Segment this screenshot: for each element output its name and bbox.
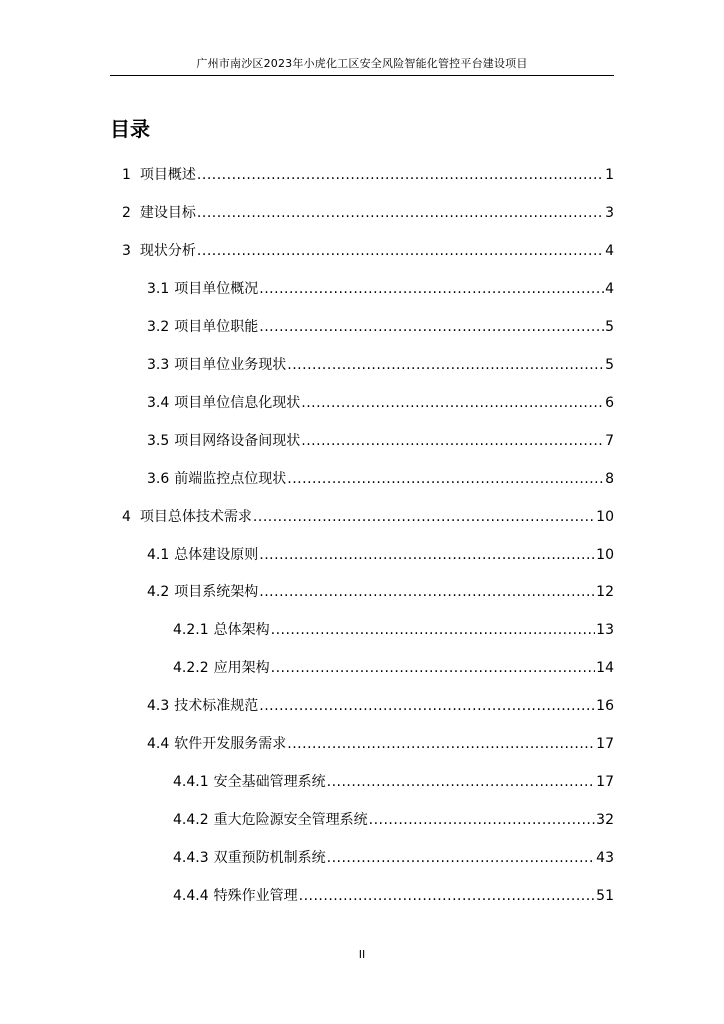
toc-entry-number: 3.1 — [147, 281, 170, 297]
toc-title: 目录 — [110, 117, 150, 141]
toc-entry-title: 项目系统架构 — [174, 584, 259, 600]
toc-entry-page: 3 — [605, 205, 614, 221]
toc-entry-number: 3.2 — [147, 319, 170, 335]
toc-entry[interactable] — [173, 659, 614, 677]
toc-entry-page: 32 — [596, 812, 614, 828]
toc-entry-number: 4.4.4 — [173, 888, 209, 904]
toc-entry-page: 10 — [596, 509, 614, 525]
toc-dot-leader — [287, 356, 604, 374]
toc-entry-title: 项目单位职能 — [174, 319, 259, 335]
toc-entry[interactable] — [147, 546, 614, 564]
toc-entry[interactable] — [122, 166, 614, 184]
toc-entry-page: 7 — [605, 433, 614, 449]
running-header: 广州市南沙区2023年小虎化工区安全风险智能化管控平台建设项目 — [196, 57, 528, 70]
toc-dot-leader — [253, 508, 595, 526]
toc-entry[interactable] — [147, 470, 614, 488]
toc-entry-page: 43 — [596, 850, 614, 866]
toc-entry-page: 4 — [605, 243, 614, 259]
toc-dot-leader — [327, 773, 596, 791]
toc-dot-leader — [287, 470, 604, 488]
toc-entry-title: 总体架构 — [213, 622, 270, 638]
toc-dot-leader — [369, 811, 596, 829]
toc-entry[interactable] — [122, 508, 614, 526]
toc-entry-title: 重大危险源安全管理系统 — [213, 812, 368, 828]
toc-entry-number: 4.4.1 — [173, 774, 209, 790]
toc-entry-title: 项目总体技术需求 — [139, 509, 252, 525]
toc-entry-title: 项目网络设备间现状 — [174, 433, 301, 449]
toc-entry-title: 技术标准规范 — [174, 698, 259, 714]
toc-entry-title: 总体建设原则 — [174, 547, 259, 563]
toc-entry[interactable] — [147, 432, 614, 450]
toc-entry-title: 应用架构 — [213, 660, 270, 676]
toc-entry-number: 2 — [122, 205, 131, 221]
header-rule — [110, 75, 614, 76]
toc-entry-page: 8 — [605, 471, 614, 487]
toc-entry[interactable] — [147, 697, 614, 715]
toc-entry-title: 建设目标 — [139, 205, 196, 221]
toc-entry-page: 1 — [605, 167, 614, 183]
toc-entry[interactable] — [147, 280, 614, 298]
toc-entry-number: 4.2.1 — [173, 622, 209, 638]
toc-entry-title: 双重预防机制系统 — [213, 850, 326, 866]
toc-entry-number: 1 — [122, 167, 131, 183]
toc-entry-title: 项目单位概况 — [174, 281, 259, 297]
toc-dot-leader — [259, 583, 595, 601]
toc-dot-leader — [299, 887, 596, 905]
toc-dot-leader — [197, 204, 604, 222]
toc-entry-page: 17 — [596, 736, 614, 752]
toc-dot-leader — [259, 318, 604, 336]
toc-entry[interactable] — [147, 735, 614, 753]
toc-entry-page: 5 — [605, 319, 614, 335]
toc-entry-number: 4.3 — [147, 698, 170, 714]
toc-entry-page: 6 — [605, 395, 614, 411]
toc-dot-leader — [287, 735, 595, 753]
toc-entry-title: 项目单位信息化现状 — [174, 395, 301, 411]
toc-entry[interactable] — [173, 773, 614, 791]
toc-entry[interactable] — [173, 849, 614, 867]
toc-entry-number: 3.6 — [147, 471, 170, 487]
toc-dot-leader — [259, 280, 604, 298]
toc-entry-title: 特殊作业管理 — [213, 888, 298, 904]
toc-entry[interactable] — [173, 887, 614, 905]
toc-entry-number: 4.4.2 — [173, 812, 209, 828]
toc-entry-page: 17 — [596, 774, 614, 790]
toc-entry-page: 5 — [605, 357, 614, 373]
toc-entry-page: 4 — [605, 281, 614, 297]
toc-entry-page: 16 — [596, 698, 614, 714]
toc-entry[interactable] — [147, 583, 614, 601]
toc-entry-number: 4 — [122, 509, 131, 525]
toc-entry[interactable] — [122, 204, 614, 222]
toc-entry-number: 4.1 — [147, 547, 170, 563]
page-number: II — [358, 948, 366, 961]
toc-entry-number: 3.5 — [147, 433, 170, 449]
toc-entry-title: 现状分析 — [139, 243, 196, 259]
toc-entry-title: 软件开发服务需求 — [174, 736, 287, 752]
toc-entry[interactable] — [147, 356, 614, 374]
toc-dot-leader — [197, 166, 604, 184]
toc-entry-page: 13 — [596, 622, 614, 638]
toc-dot-leader — [327, 849, 596, 867]
toc-entry-title: 项目单位业务现状 — [174, 357, 287, 373]
toc-entry-number: 4.2.2 — [173, 660, 209, 676]
toc-entry-number: 4.4 — [147, 736, 170, 752]
toc-entry-title: 前端监控点位现状 — [174, 471, 287, 487]
toc-entry-title: 安全基础管理系统 — [213, 774, 326, 790]
toc-entry-number: 3.3 — [147, 357, 170, 373]
toc-dot-leader — [271, 621, 596, 639]
toc-entry[interactable] — [173, 621, 614, 639]
toc-entry-number: 3.4 — [147, 395, 170, 411]
toc-dot-leader — [301, 394, 604, 412]
toc-entry-page: 14 — [596, 660, 614, 676]
toc-entry[interactable] — [147, 394, 614, 412]
toc-dot-leader — [259, 697, 595, 715]
toc-entry-number: 4.4.3 — [173, 850, 209, 866]
toc-entry-page: 10 — [596, 547, 614, 563]
toc-dot-leader — [259, 546, 595, 564]
toc-entry-title: 项目概述 — [139, 167, 196, 183]
toc-entry-number: 3 — [122, 243, 131, 259]
toc-entry[interactable] — [173, 811, 614, 829]
toc-dot-leader — [271, 659, 596, 677]
toc-entry-page: 12 — [596, 584, 614, 600]
toc-dot-leader — [197, 242, 604, 260]
toc-entry-page: 51 — [596, 888, 614, 904]
toc-dot-leader — [301, 432, 604, 450]
toc-entry[interactable] — [147, 318, 614, 336]
toc-entry[interactable] — [122, 242, 614, 260]
toc-entry-number: 4.2 — [147, 584, 170, 600]
